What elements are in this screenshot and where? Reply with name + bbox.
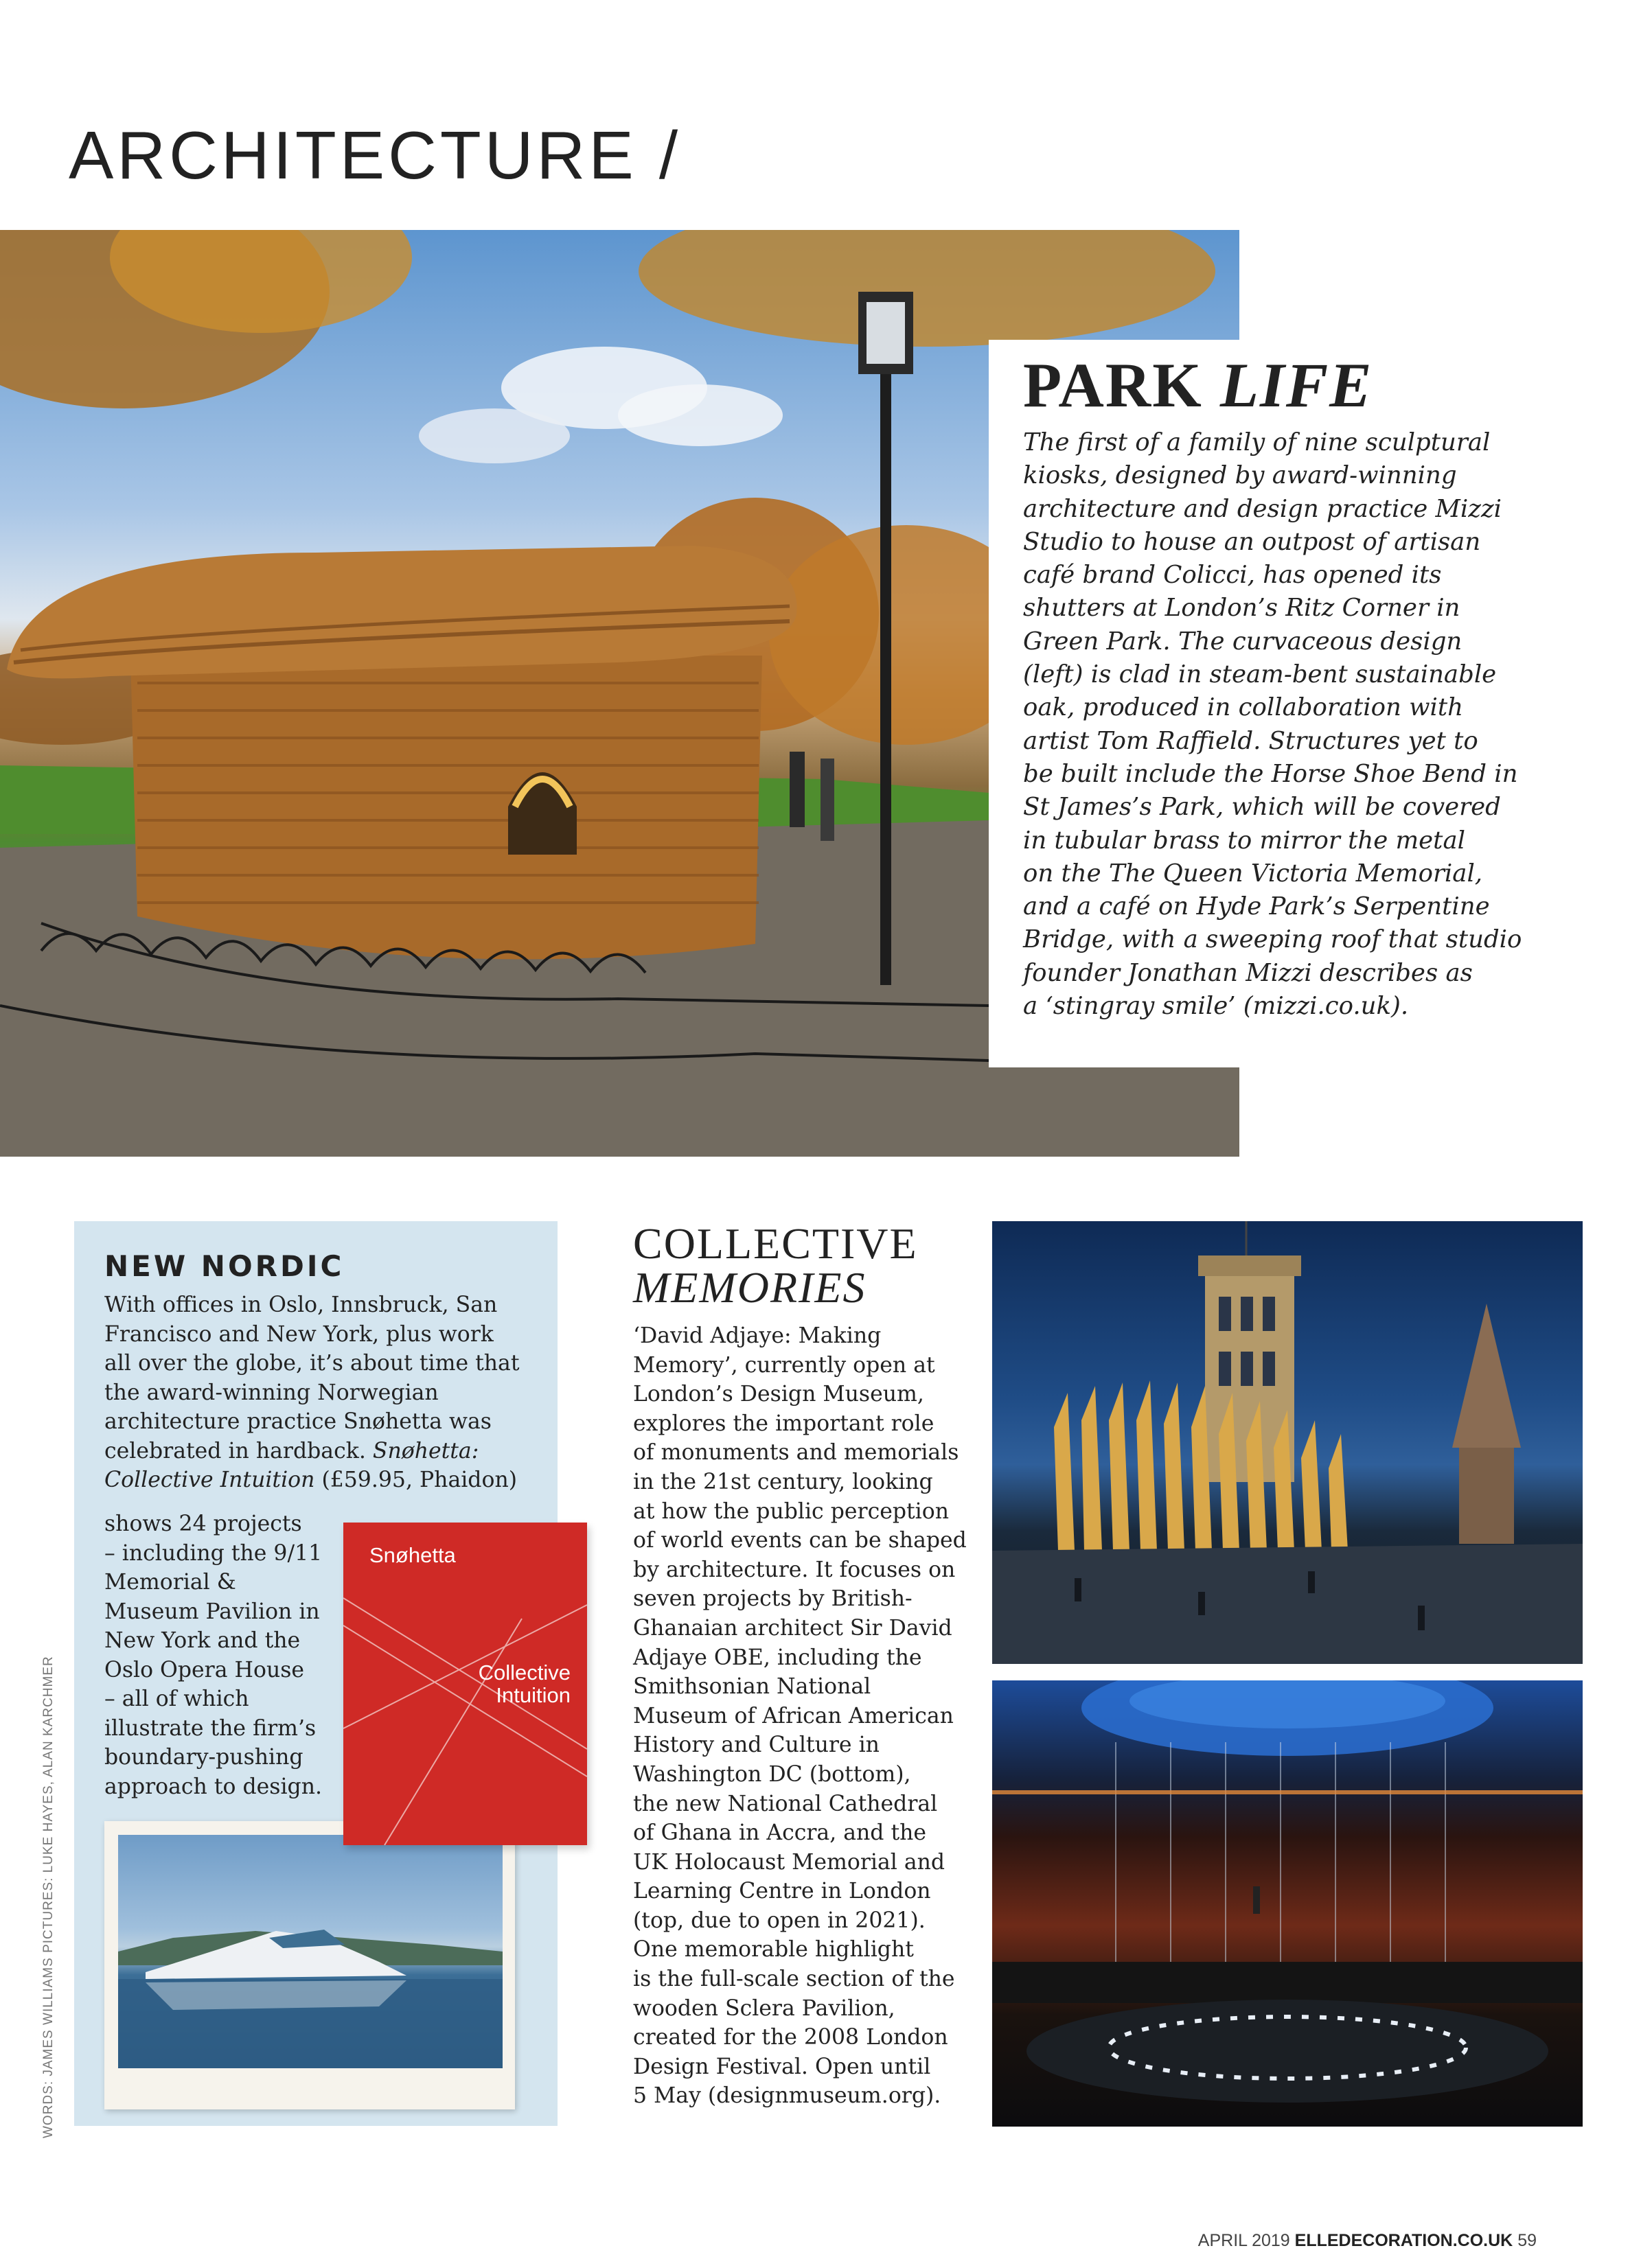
park-life-line: (left) is clad in steam-bent sustainable — [1023, 660, 1497, 689]
new-nordic-title: NEW NORDIC — [104, 1249, 345, 1283]
holocaust-memorial-illustration — [992, 1221, 1583, 1664]
coll-line: of Ghana in Accra, and the — [633, 1820, 927, 1846]
coll-line: created for the 2008 London — [633, 2025, 948, 2050]
nordic-line: approach to design. — [104, 1774, 322, 1799]
park-life-line: artist Tom Raffield. Structures yet to — [1023, 726, 1478, 755]
footer-date: APRIL 2019 — [1197, 2231, 1290, 2250]
nordic-line: Oslo Opera House — [104, 1657, 305, 1682]
holocaust-memorial-photo — [992, 1221, 1583, 1664]
nordic-line: – all of which — [104, 1687, 249, 1711]
coll-line: at how the public perception — [633, 1498, 949, 1524]
coll-line: History and Culture in — [633, 1733, 880, 1758]
nordic-line: – including the 9/11 — [104, 1540, 323, 1566]
coll-line: by architecture. It focuses on — [633, 1557, 956, 1582]
section-title: ARCHITECTURE / — [69, 117, 682, 193]
coll-line: is the full-scale section of the — [633, 1967, 955, 1992]
coll-line: wooden Sclera Pavilion, — [633, 1995, 895, 2021]
nordic-line: Francisco and New York, plus work — [104, 1321, 494, 1347]
book-cover-title-line: Intuition — [496, 1683, 571, 1707]
collective-memories-heading — [633, 1219, 918, 1312]
footer-site: ELLEDECORATION.CO.UK — [1294, 2231, 1513, 2250]
park-life-line: Green Park. The curvaceous design — [1023, 627, 1462, 656]
coll-line: ‘David Adjaye: Making — [633, 1323, 882, 1348]
new-nordic-body-continued — [104, 1509, 338, 1801]
nordic-line: Museum Pavilion in — [104, 1599, 320, 1624]
park-life-line: café brand Colicci, has opened its — [1023, 561, 1442, 590]
collective-memories-body — [633, 1321, 976, 2111]
collective-memories-heading-line1: COLLECTIVE — [633, 1219, 918, 1268]
park-life-line: be built include the Horse Shoe Bend in — [1023, 759, 1518, 788]
park-life-heading-italic: LIFE — [1219, 350, 1373, 420]
collective-memories-heading-line2: MEMORIES — [633, 1263, 867, 1312]
nordic-line: shows 24 projects — [104, 1512, 302, 1536]
park-life-line: a ‘stingray smile’ (mizzi.co.uk). — [1023, 992, 1409, 1021]
nordic-line: Memorial & — [104, 1570, 236, 1595]
park-life-line: Studio to house an outpost of artisan — [1023, 527, 1481, 556]
nordic-line: With offices in Oslo, Innsbruck, San — [104, 1293, 498, 1317]
coll-line: Washington DC (bottom), — [633, 1761, 911, 1787]
park-life-line: founder Jonathan Mizzi describes as — [1023, 958, 1473, 987]
park-life-line: kiosks, designed by award-winning — [1023, 461, 1457, 490]
book-cover — [343, 1523, 587, 1845]
smithsonian-interior-photo — [992, 1680, 1583, 2127]
page-number: 59 — [1517, 2231, 1537, 2250]
park-life-heading-main: PARK — [1023, 350, 1203, 420]
nordic-book-title-part1: Snøhetta: — [372, 1438, 479, 1463]
coll-line: Smithsonian National — [633, 1674, 871, 1700]
new-nordic-body — [104, 1291, 530, 1495]
nordic-line: New York and the — [104, 1628, 301, 1653]
nordic-line: all over the globe, it’s about time that — [104, 1351, 520, 1376]
opera-house-photo — [118, 1835, 503, 2068]
coll-line: of monuments and memorials — [633, 1440, 959, 1466]
nordic-line: architecture practice Snøhetta was — [104, 1409, 492, 1434]
coll-line: Design Festival. Open until — [633, 2054, 931, 2079]
nordic-book-title-part2: Collective Intuition — [104, 1468, 315, 1492]
coll-line: Learning Centre in London — [633, 1879, 931, 1904]
coll-line: Museum of African American — [633, 1703, 954, 1728]
coll-line: 5 May (designmuseum.org). — [633, 2083, 941, 2109]
park-life-line: The first of a family of nine sculptural — [1023, 428, 1491, 456]
opera-house-illustration — [118, 1835, 503, 2068]
park-life-panel — [989, 340, 1559, 1067]
coll-line: Memory’, currently open at — [633, 1352, 935, 1378]
book-cover-title — [479, 1661, 571, 1706]
coll-line: in the 21st century, looking — [633, 1469, 933, 1494]
park-life-line: St James’s Park, which will be covered — [1023, 793, 1501, 822]
park-life-line: Bridge, with a sweeping roof that studio — [1023, 925, 1522, 954]
coll-line: Adjaye OBE, including the — [633, 1645, 922, 1670]
coll-line: Ghanaian architect Sir David — [633, 1615, 952, 1641]
park-life-line: on the The Queen Victoria Memorial, — [1023, 859, 1483, 888]
park-life-body — [1023, 426, 1545, 1023]
nordic-line: celebrated in hardback. — [104, 1438, 366, 1463]
coll-line: UK Holocaust Memorial and — [633, 1849, 945, 1875]
book-cover-title-line: Collective — [478, 1660, 571, 1685]
smithsonian-interior-illustration — [992, 1680, 1583, 2127]
nordic-book-price: (£59.95, Phaidon) — [321, 1468, 518, 1492]
coll-line: explores the important role — [633, 1411, 934, 1436]
coll-line: of world events can be shaped — [633, 1528, 967, 1553]
page-footer — [1198, 2231, 1537, 2251]
park-life-line: in tubular brass to mirror the metal — [1023, 826, 1465, 855]
coll-line: seven projects by British- — [633, 1586, 913, 1612]
park-life-line: shutters at London’s Ritz Corner in — [1023, 594, 1460, 623]
coll-line: One memorable highlight — [633, 1937, 914, 1963]
nordic-line: illustrate the firm’s — [104, 1715, 317, 1741]
park-life-heading — [1023, 350, 1545, 420]
nordic-line: boundary-pushing — [104, 1745, 303, 1770]
coll-line: (top, due to open in 2021). — [633, 1908, 926, 1933]
coll-line: London’s Design Museum, — [633, 1382, 924, 1407]
park-life-line: oak, produced in collaboration with — [1023, 693, 1464, 722]
photo-credit: WORDS: JAMES WILLIAMS PICTURES: LUKE HAYES, ALAN KARCHMER — [41, 1656, 56, 2138]
book-spread-image — [104, 1821, 515, 2109]
park-life-line: architecture and design practice Mizzi — [1023, 494, 1502, 523]
coll-line: the new National Cathedral — [633, 1791, 938, 1816]
nordic-line: the award-winning Norwegian — [104, 1380, 439, 1405]
park-life-line: and a café on Hyde Park’s Serpentine — [1023, 892, 1490, 921]
book-cover-brand: Snøhetta — [369, 1543, 456, 1567]
